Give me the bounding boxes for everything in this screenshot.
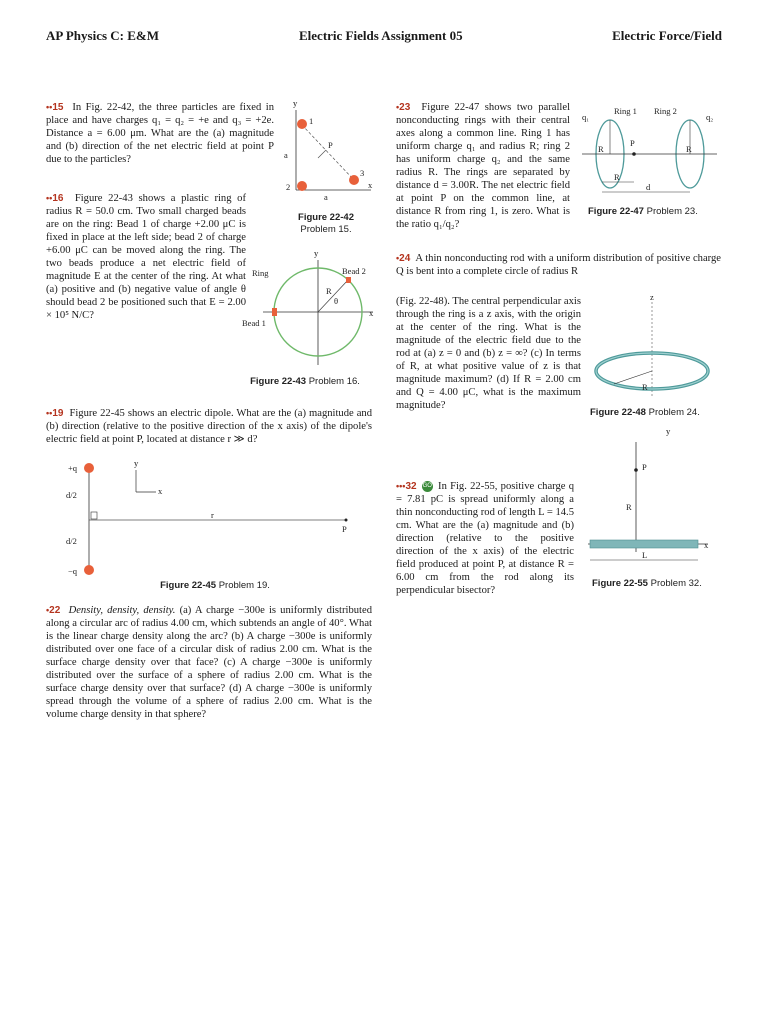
fig43-caption-label: Figure 22-43 [250, 376, 307, 387]
fig42-x-label: x [368, 180, 373, 190]
problem-32-difficulty: ••• [396, 481, 406, 491]
fig42-a-bottom-label: a [324, 192, 328, 202]
problem-24-intro [396, 252, 721, 278]
fig47-ring2-label: Ring 2 [654, 106, 677, 116]
charged-rod [590, 540, 698, 548]
point-p [632, 152, 636, 156]
problem-23-text: Figure 22-47 shows two parallel nonconducting rings with their central axes along a common line. Ring 1 has uniform charge q₁ and radius R; ring 2 has uniform charge q₂ and the same radius R. The rings are separated by distance d = 3.00R. The net electric field at point P on the common line, at distance R from ring 1, is zero. What is the ratio q₁/q₂? [396, 102, 571, 230]
fig47-p-label: P [630, 138, 635, 148]
fig48-z-label: z [650, 292, 654, 302]
fig55-l-label: L [642, 550, 648, 560]
fig43-bead1-label: Bead 1 [242, 318, 266, 328]
fig42-caption-label: Figure 22-42 [298, 212, 354, 223]
fig43-x-label: x [369, 308, 374, 318]
figure-22-48-caption [590, 407, 720, 419]
dipole-positive-charge [84, 463, 94, 473]
problem-16 [46, 192, 246, 322]
problem-16-number: 16 [52, 193, 64, 204]
fig43-y-label: y [314, 248, 319, 258]
fig42-p-label: P [328, 140, 333, 150]
fig47-q1-label: q₁ [582, 112, 590, 122]
problem-16-difficulty: •• [46, 193, 53, 203]
problem-22 [46, 604, 372, 721]
figure-22-42-caption [276, 212, 376, 236]
problem-19-difficulty: •• [46, 408, 53, 418]
figure-22-43-caption [246, 376, 364, 388]
fig45-y-label: y [134, 458, 139, 468]
fig55-caption-problem: Problem 32. [650, 578, 702, 589]
fig45-caption-label: Figure 22-45 [160, 580, 217, 591]
fig48-caption-label: Figure 22-48 [590, 407, 646, 418]
assignment-title: Electric Fields Assignment 05 [299, 28, 463, 43]
bead-2 [346, 277, 351, 283]
problem-19-number: 19 [52, 408, 64, 419]
problem-32-text: In Fig. 22-55, positive charge q = 7.81 pC is spread uniformly along a thin nonconducting rod of length L = 14.5 cm. What are the (a) magnitude and (b) direction (relative to the positive direction of the x axis) of the electric field produced at point P, at distance R = 6.00 cm from the rod along its perpendicular bisector? [396, 481, 575, 596]
fig43-ring-label: Ring [252, 268, 269, 278]
fig48-r-label: R [642, 382, 648, 392]
fig45-d2-top-label: d/2 [66, 490, 77, 500]
fig45-minus-q-label: −q [68, 566, 78, 576]
problem-16-text: Figure 22-43 shows a plastic ring of radius R = 50.0 cm. Two small charged beads are on the ring: Bead 1 of charge +2.00 μC is fixed in place at the left side; bead 2 of charge +6.00 μC can be moved along the ring. The two beads produce a net electric field of magnitude E at the center of the ring. At what (a) positive and (b) negative value of angle θ should bead 2 be positioned such that E = 2.00 × 10⁵ N/C? [46, 193, 247, 321]
fig55-caption-label: Figure 22-55 [592, 578, 648, 589]
problem-23 [396, 101, 570, 231]
fig47-rdist-label: R [614, 172, 620, 182]
problem-19-text: Figure 22-45 shows an electric dipole. What are the (a) magnitude and (b) direction (relative to the positive direction of the x axis) of the dipole's electric field at point P, located at distance r ≫ d? [46, 408, 373, 445]
fig47-ring1-label: Ring 1 [614, 106, 637, 116]
fig47-q2-label: q₂ [706, 112, 714, 122]
problem-24-difficulty: • [396, 253, 400, 263]
course-title: AP Physics C: E&M [46, 28, 160, 43]
figure-22-47 [582, 104, 722, 204]
problem-15 [46, 101, 274, 166]
fig45-plus-q-label: +q [68, 463, 78, 473]
page-header [46, 28, 722, 46]
go-tutorial-badge: GO [422, 481, 433, 492]
fig55-x-label: x [704, 540, 709, 550]
point-p [634, 468, 638, 472]
figure-22-48 [590, 292, 720, 406]
problem-23-difficulty: • [396, 102, 400, 112]
fig43-r-label: R [326, 286, 332, 296]
problem-32-number: 32 [405, 481, 417, 492]
fig55-y-label: y [666, 426, 671, 436]
fig47-r2-label: R [686, 144, 692, 154]
fig42-q1-label: 1 [309, 116, 314, 126]
fig43-bead2-label: Bead 2 [342, 266, 366, 276]
charge-q2 [297, 181, 307, 191]
problem-19 [46, 407, 372, 446]
fig45-d2-bottom-label: d/2 [66, 536, 77, 546]
problem-22-difficulty: • [46, 605, 50, 615]
problem-22-title: Density, density, density. [68, 605, 176, 616]
figure-22-45-caption [150, 580, 280, 592]
problem-22-number: 22 [49, 605, 61, 616]
fig47-caption-label: Figure 22-47 [588, 206, 644, 217]
problem-15-difficulty: •• [46, 102, 53, 112]
figure-22-45 [56, 460, 366, 575]
fig42-a-side-label: a [284, 150, 288, 160]
problem-15-text: In Fig. 22-42, the three particles are fixed in place and have charges q₁ = q₂ = +e and q₃ = +2e. Distance a = 6.00 μm. What are the (a) magnitude and (b) direction of the net electric field at point P due to the particles? [46, 102, 275, 165]
figure-22-55-caption [592, 578, 722, 590]
fig47-caption-problem: Problem 23. [646, 206, 698, 217]
fig45-caption-problem: Problem 19. [218, 580, 270, 591]
problem-32 [396, 480, 574, 597]
fig47-r1-label: R [598, 144, 604, 154]
figure-22-55 [588, 426, 718, 572]
bead-1 [272, 308, 277, 316]
problem-24-body [396, 295, 581, 412]
problem-15-number: 15 [52, 102, 64, 113]
problem-22-text: (a) A charge −300e is uniformly distributed along a circular arc of radius 4.00 cm, which subtends an angle of 40°. What is the linear charge density along the arc? (b) A charge −300e is uniformly distributed over one face of a circular disk of radius 2.00 cm. What is the surface charge density over that face? (c) A charge −300e is uniformly distributed over the surface of a sphere of radius 2.00 cm. What is the surface charge density over that surface? (d) A charge −300e is uniformly spread through the volume of a sphere of radius 2.00 cm. What is the volume charge density in that sphere? [46, 605, 372, 720]
fig43-caption-problem: Problem 16. [308, 376, 360, 387]
problem-24-text-b: (Fig. 22-48). The central perpendicular axis through the ring is a z axis, with the origin at the center of the ring. What is the magnitude of the electric field due to the rod at (a) z = 0 and (b) z = ∞? (c) In terms of R, at what positive value of z is that magnitude maximum? (d) If R = 2.00 cm and Q = 4.00 μC, what is the maximum magnitude? [396, 296, 581, 411]
problem-24-number: 24 [399, 253, 411, 264]
fig47-d-label: d [646, 182, 651, 192]
fig42-y-label: y [293, 98, 298, 108]
dipole-negative-charge [84, 565, 94, 575]
fig55-p-label: P [642, 462, 647, 472]
figure-22-42 [276, 100, 376, 210]
topic-title: Electric Force/Field [612, 28, 722, 43]
fig45-x-label: x [158, 486, 163, 496]
problem-24-text-a: A thin nonconducting rod with a uniform distribution of positive charge Q is bent into a complete circle of radius R [396, 253, 721, 277]
fig42-caption-problem: Problem 15. [300, 224, 352, 235]
problem-23-number: 23 [399, 102, 411, 113]
fig48-caption-problem: Problem 24. [648, 407, 700, 418]
fig45-r-label: r [211, 510, 214, 520]
fig42-q3-label: 3 [360, 168, 365, 178]
charge-q3 [349, 175, 359, 185]
fig45-p-label: P [342, 524, 347, 534]
charge-q1 [297, 119, 307, 129]
fig55-r-label: R [626, 502, 632, 512]
fig42-q2-label: 2 [286, 182, 291, 192]
figure-22-47-caption [588, 206, 718, 218]
figure-22-43 [242, 248, 378, 370]
fig43-theta-label: θ [334, 296, 339, 306]
